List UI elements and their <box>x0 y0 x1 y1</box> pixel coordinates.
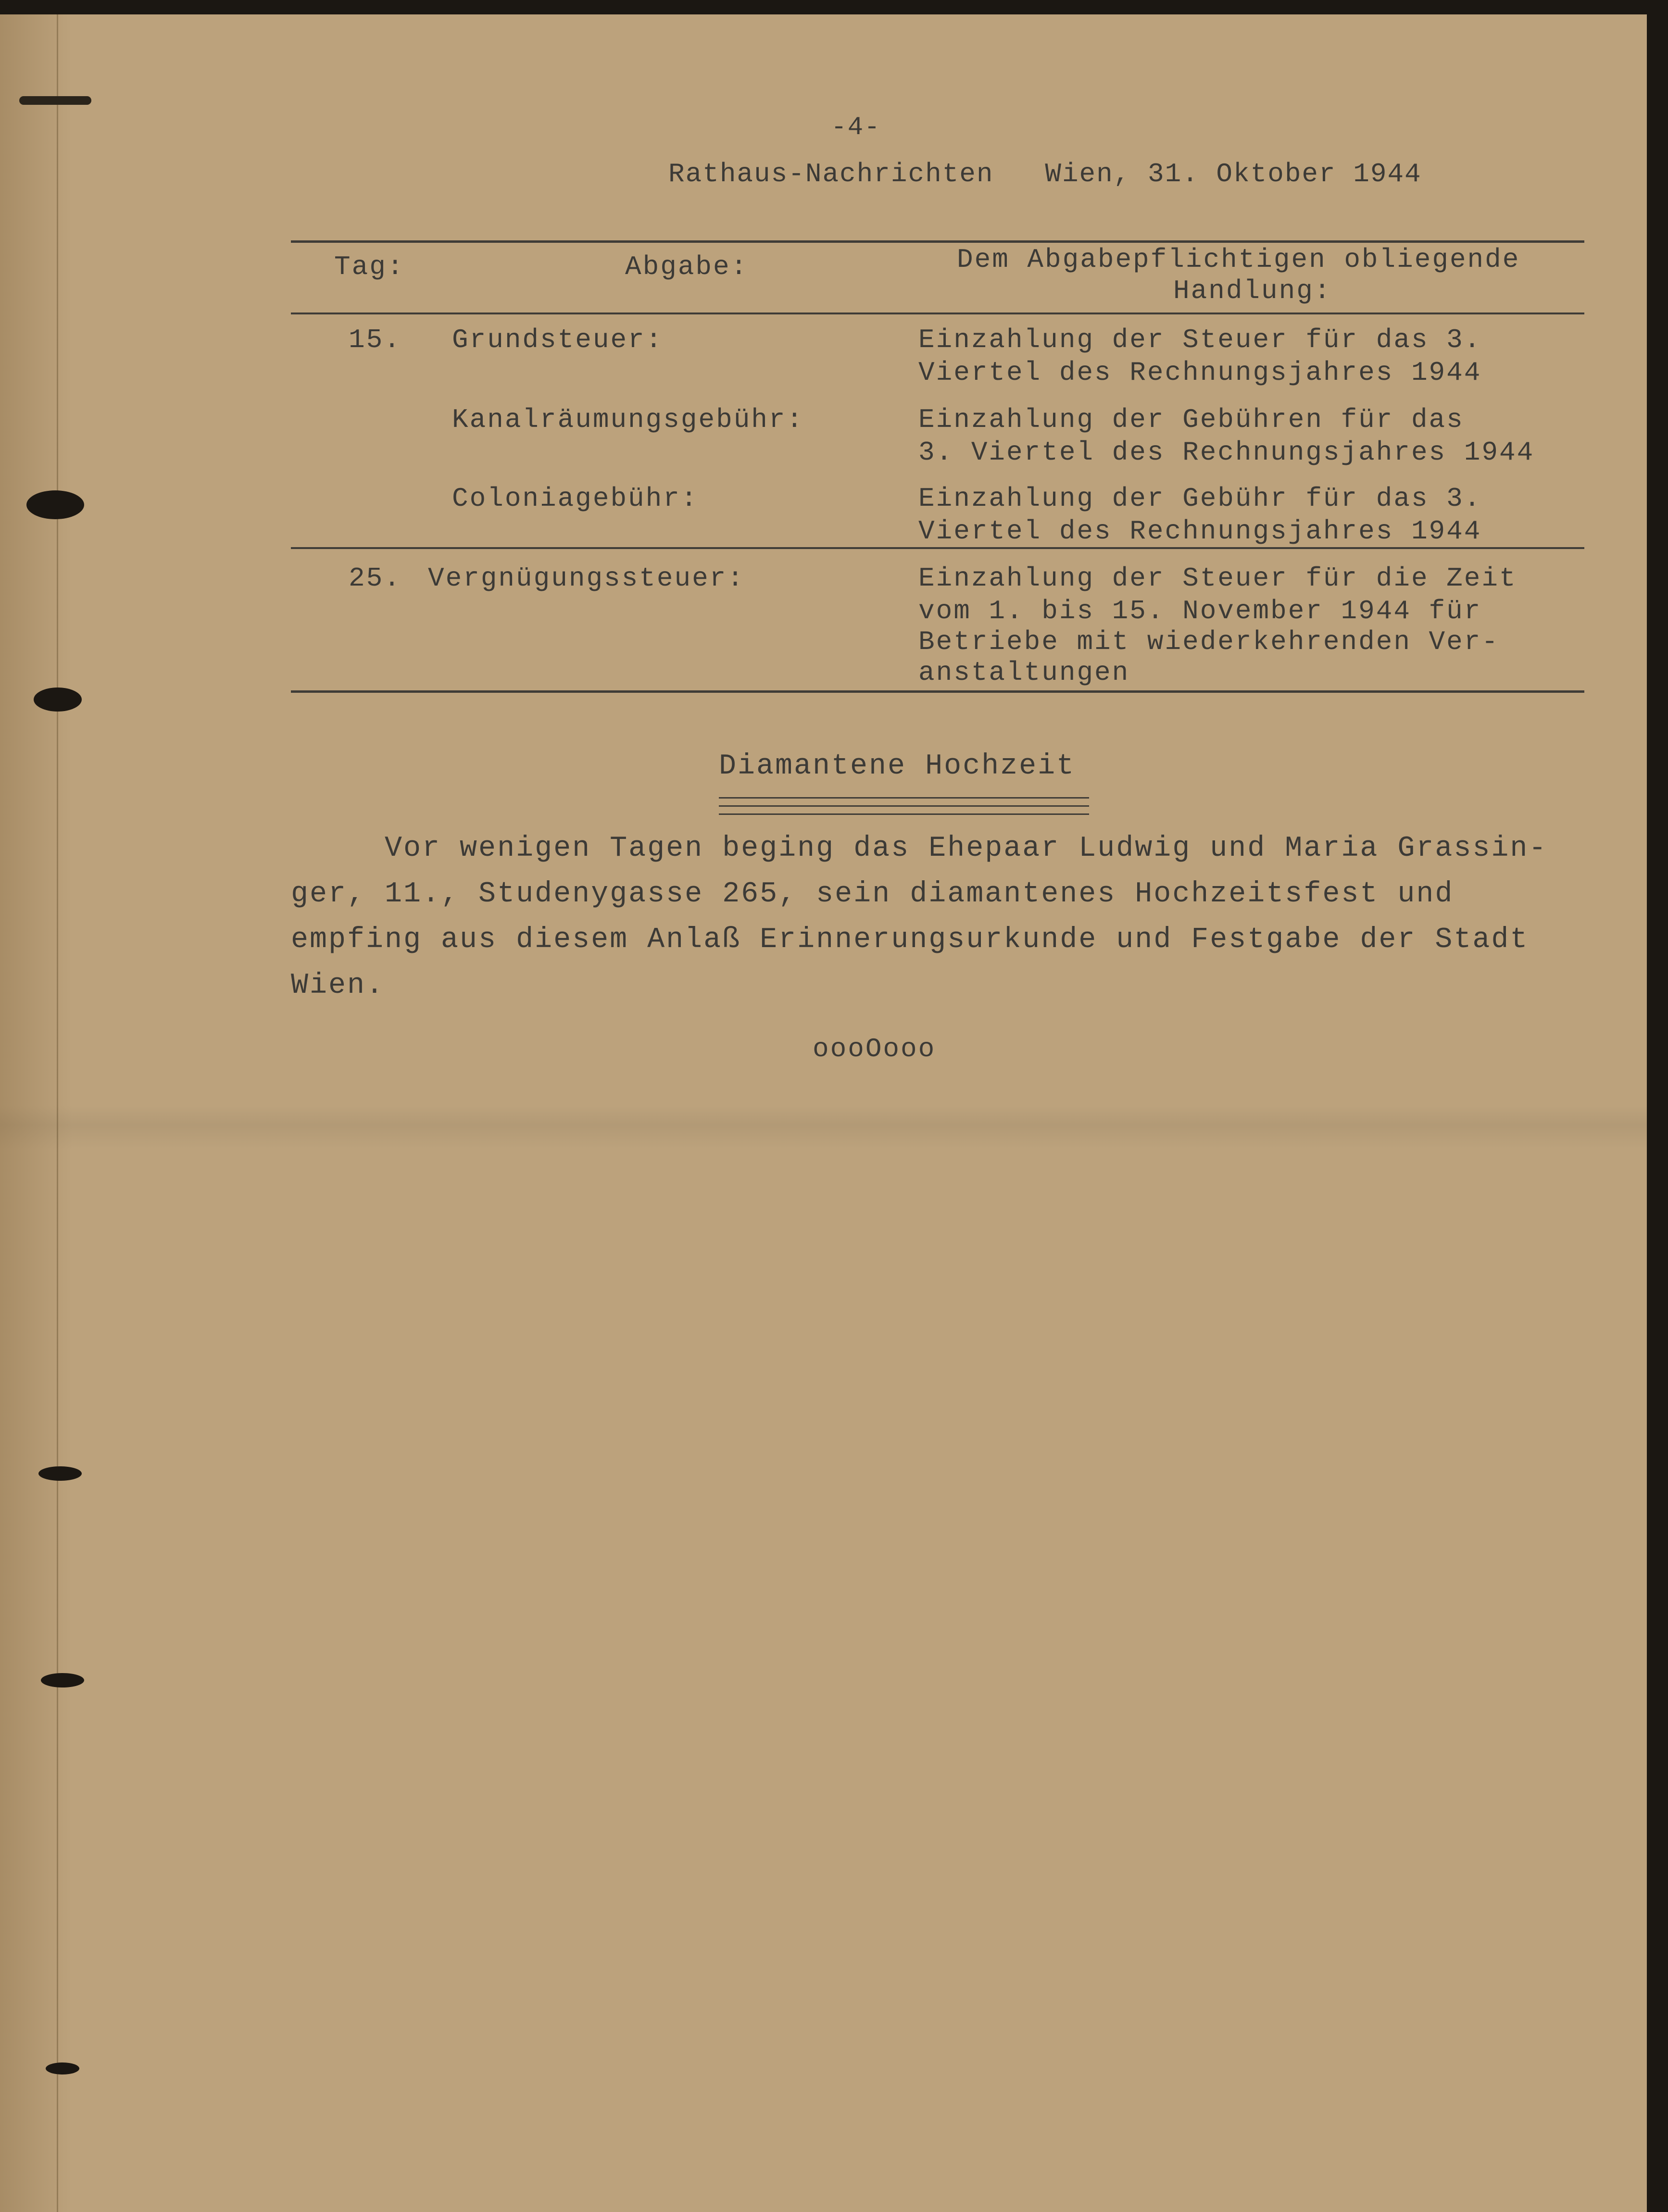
row3-action-line2: Viertel des Rechnungsjahres 1944 <box>918 516 1482 547</box>
header-levy: Abgabe: <box>625 251 749 282</box>
table-mid-rule <box>291 547 1584 549</box>
article-title: Diamantene Hochzeit <box>719 750 1076 783</box>
article-line: Vor wenigen Tagen beging das Ehepaar Ludwig und Maria Grassin- <box>291 832 1548 865</box>
title-underline <box>719 813 1089 815</box>
punch-hole <box>34 687 82 712</box>
row4-action-line4: anstaltungen <box>918 657 1130 688</box>
row4-day: 25. <box>349 563 401 594</box>
table-bottom-rule <box>291 690 1584 693</box>
punch-hole <box>41 1673 84 1687</box>
row2-action-line2: 3. Viertel des Rechnungsjahres 1944 <box>918 437 1535 468</box>
row2-levy: Kanalräumungsgebühr: <box>452 404 804 435</box>
row3-action-line1: Einzahlung der Gebühr für das 3. <box>918 483 1482 514</box>
binding-tear <box>19 96 91 105</box>
header-action-line1: Dem Abgabepflichtigen obliegende <box>957 244 1520 275</box>
header-action-line2: Handlung: <box>1173 275 1332 306</box>
punch-hole <box>46 2062 79 2075</box>
row1-action-line1: Einzahlung der Steuer für das 3. <box>918 325 1482 355</box>
place-date: Wien, 31. Oktober 1944 <box>1045 159 1422 189</box>
row4-action-line2: vom 1. bis 15. November 1944 für <box>918 596 1482 626</box>
row4-action-line1: Einzahlung der Steuer für die Zeit <box>918 563 1517 594</box>
article-line: Wien. <box>291 969 385 1002</box>
row4-levy: Vergnügungssteuer: <box>428 563 745 594</box>
title-underline <box>719 797 1089 799</box>
row4-action-line3: Betriebe mit wiederkehrenden Ver- <box>918 626 1499 657</box>
header-day: Tag: <box>334 251 405 282</box>
binding-edge <box>57 14 58 2212</box>
punch-hole <box>26 490 84 519</box>
row1-levy: Grundsteuer: <box>452 325 664 355</box>
title-underline <box>719 805 1089 807</box>
article-line: ger, 11., Studenygasse 265, sein diamantenes Hochzeitsfest und <box>291 878 1454 911</box>
row3-levy: Coloniagebühr: <box>452 483 699 514</box>
table-header-rule <box>291 312 1584 314</box>
page-number: -4- <box>831 113 881 142</box>
page-header <box>668 159 1422 189</box>
end-mark: oooOooo <box>813 1034 936 1064</box>
publication-name: Rathaus-Nachrichten <box>668 159 994 189</box>
row2-action-line1: Einzahlung der Gebühren für das <box>918 404 1464 435</box>
punch-hole <box>38 1466 82 1481</box>
article-body <box>291 826 1589 1009</box>
article-line: empfing aus diesem Anlaß Erinnerungsurkunde und Festgabe der Stadt <box>291 924 1529 956</box>
row1-action-line2: Viertel des Rechnungsjahres 1944 <box>918 357 1482 388</box>
row1-day: 15. <box>349 325 401 355</box>
